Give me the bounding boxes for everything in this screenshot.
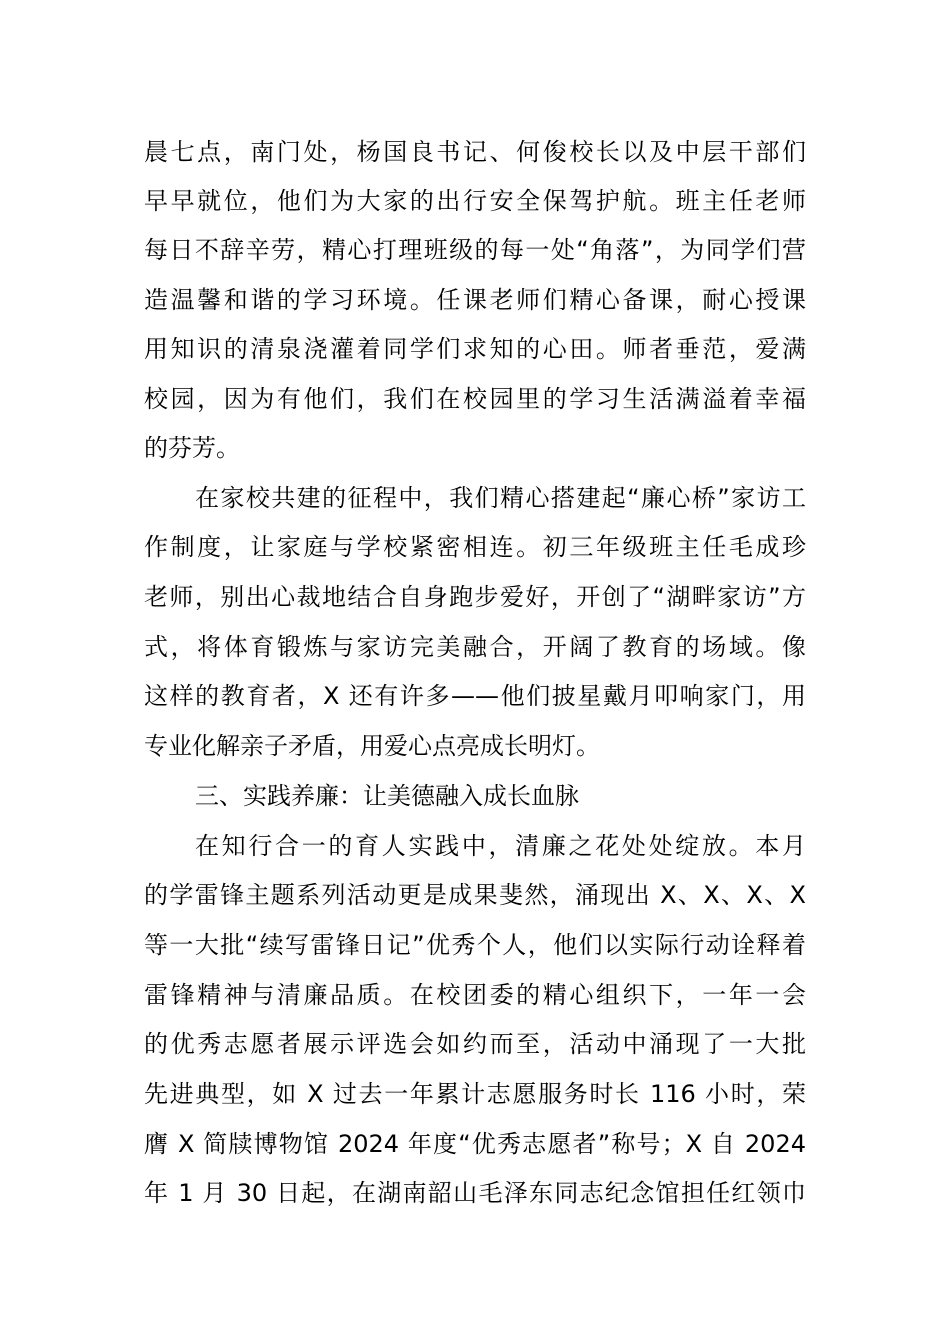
text-line: 雷锋精神与清廉品质。在校团委的精心组织下，一年一会 bbox=[144, 981, 806, 1009]
text-line: 造温馨和谐的学习环境。任课老师们精心备课，耐心授课 bbox=[144, 286, 806, 314]
text-line: 作制度，让家庭与学校紧密相连。初三年级班主任毛成珍 bbox=[144, 533, 806, 561]
text-line: 的学雷锋主题系列活动更是成果斐然，涌现出 X、X、X、X bbox=[144, 881, 806, 909]
text-line: 用知识的清泉浇灌着同学们求知的心田。师者垂范，爱满 bbox=[144, 335, 806, 363]
text-line: 晨七点，南门处，杨国良书记、何俊校长以及中层干部们 bbox=[144, 138, 806, 166]
text-line: 的优秀志愿者展示评选会如约而至，活动中涌现了一大批 bbox=[144, 1030, 806, 1058]
text-line: 先进典型，如 X 过去一年累计志愿服务时长 116 小时，荣 bbox=[144, 1080, 806, 1108]
text-line: 在家校共建的征程中，我们精心搭建起“廉心桥”家访工 bbox=[195, 484, 806, 512]
text-line: 这样的教育者，X 还有许多——他们披星戴月叩响家门，用 bbox=[144, 682, 806, 710]
text-line: 早早就位，他们为大家的出行安全保驾护航。班主任老师 bbox=[144, 187, 806, 215]
text-line: 膺 X 简牍博物馆 2024 年度“优秀志愿者”称号；X 自 2024 bbox=[144, 1130, 806, 1158]
text-line: 的芬芳。 bbox=[144, 434, 240, 462]
text-line: 等一大批“续写雷锋日记”优秀个人，他们以实际行动诠释着 bbox=[144, 931, 806, 959]
section-heading: 三、实践养廉：让美德融入成长血脉 bbox=[195, 782, 579, 810]
text-line: 年 1 月 30 日起，在湖南韶山毛泽东同志纪念馆担任红领巾 bbox=[144, 1179, 806, 1207]
text-line: 式，将体育锻炼与家访完美融合，开阔了教育的场域。像 bbox=[144, 633, 806, 661]
text-line: 在知行合一的育人实践中，清廉之花处处绽放。本月 bbox=[195, 832, 806, 860]
text-line: 每日不辞辛劳，精心打理班级的每一处“角落”，为同学们营 bbox=[144, 236, 806, 264]
text-line: 老师，别出心裁地结合自身跑步爱好，开创了“湖畔家访”方 bbox=[144, 583, 806, 611]
text-line: 专业化解亲子矛盾，用爱心点亮成长明灯。 bbox=[144, 732, 600, 760]
text-line: 校园，因为有他们，我们在校园里的学习生活满溢着幸福 bbox=[144, 385, 806, 413]
